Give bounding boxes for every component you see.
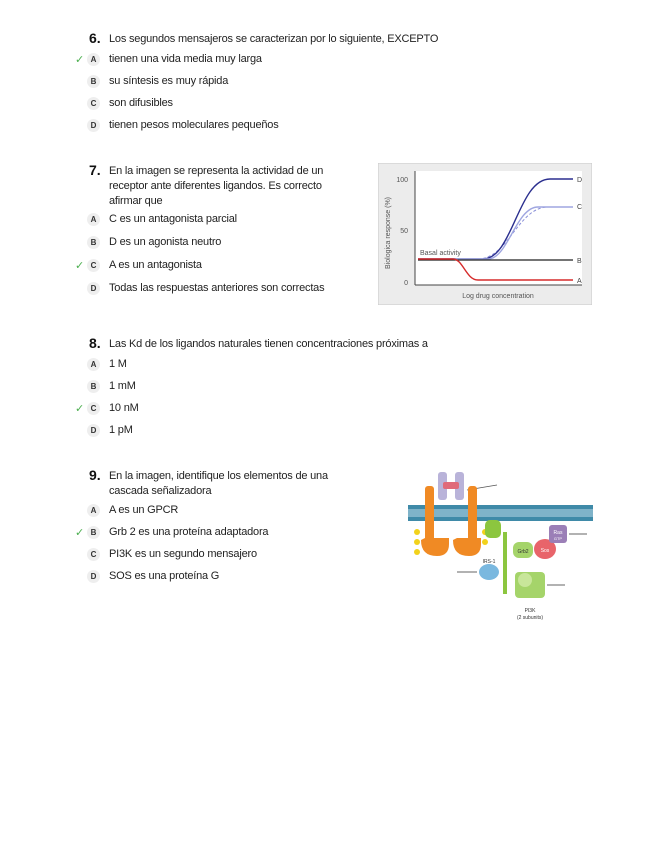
option-c[interactable]: [0, 401, 420, 417]
option-d[interactable]: [0, 281, 420, 297]
option-letter: C: [87, 548, 100, 561]
y-tick-label: 0: [404, 280, 408, 287]
option-letter: C: [87, 97, 100, 110]
membrane-inner: [408, 517, 593, 521]
check-icon: ✓: [75, 260, 85, 272]
y-axis-label: Biologica response (%): [385, 197, 392, 269]
option-letter: D: [87, 119, 100, 132]
dose-response-figure: [378, 163, 592, 305]
option-text: PI3K es un segundo mensajero: [109, 548, 257, 560]
option-text: Todas las respuestas anteriores son correctas: [109, 282, 325, 294]
phosphate-icon: [414, 549, 420, 555]
option-text: A es un GPCR: [109, 504, 179, 516]
option-text: tienen pesos moleculares pequeños: [109, 119, 279, 131]
question-text-line: En la imagen, identifique los elementos de una: [109, 470, 328, 482]
option-text: 1 pM: [109, 424, 133, 436]
question-text: Los segundos mensajeros se caracterizan por lo siguiente, EXCEPTO: [109, 33, 439, 45]
x-axis-label: Log drug concentration: [462, 293, 534, 300]
plot-area: [415, 171, 582, 285]
option-text: C es un antagonista parcial: [109, 213, 237, 225]
question-text-line: receptor ante diferentes ligandos. Es correcto: [109, 180, 322, 192]
check-icon: ✓: [75, 527, 85, 539]
option-letter: B: [87, 236, 100, 249]
irs1-label: IRS-1: [482, 559, 496, 565]
grb2-protein: [485, 520, 501, 538]
receptor-kinase: [453, 538, 481, 556]
receptor-kinase: [421, 538, 449, 556]
signaling-cascade-diagram: [405, 468, 595, 628]
option-text: SOS es una proteína G: [109, 570, 220, 582]
option-d[interactable]: [0, 569, 420, 585]
option-letter: A: [87, 53, 100, 66]
receptor-chain: [468, 486, 477, 544]
question-number: 8.: [89, 335, 101, 351]
option-c[interactable]: [0, 258, 420, 274]
curve-label-d: D: [577, 177, 583, 184]
option-text: Grb 2 es una proteína adaptadora: [109, 526, 269, 538]
question-text-line: En la imagen se representa la actividad de un: [109, 165, 324, 177]
curve-label-b: B: [577, 258, 582, 265]
sos-label: Sos: [540, 548, 550, 554]
option-letter: D: [87, 424, 100, 437]
pi3k-subunits-label: (2 subunits): [516, 615, 544, 621]
phosphate-icon: [482, 539, 488, 545]
question-text-line: cascada señalizadora: [109, 485, 212, 497]
option-a[interactable]: [0, 212, 420, 228]
option-letter: B: [87, 75, 100, 88]
phosphate-icon: [414, 539, 420, 545]
check-icon: ✓: [75, 54, 85, 66]
pi3k-label: PI3K: [524, 608, 536, 614]
option-a[interactable]: [0, 357, 420, 373]
check-icon: ✓: [75, 403, 85, 415]
option-c[interactable]: [0, 96, 420, 112]
question-text: Las Kd de los ligandos naturales tienen concentraciones próximas a: [109, 338, 428, 350]
curve-label-a: A: [577, 278, 582, 285]
option-d[interactable]: [0, 118, 420, 134]
option-b[interactable]: [0, 379, 420, 395]
option-text: 10 nM: [109, 402, 139, 414]
option-a[interactable]: [0, 503, 420, 519]
option-b[interactable]: [0, 525, 420, 541]
question-number: 7.: [89, 162, 101, 178]
irs1-protein: [479, 564, 499, 580]
y-tick-label: 50: [400, 228, 408, 235]
dose-response-graph: [378, 163, 592, 305]
irs-chain: [503, 532, 507, 594]
option-b[interactable]: [0, 235, 420, 251]
option-d[interactable]: [0, 423, 420, 439]
option-letter: D: [87, 282, 100, 295]
label-mask: [506, 249, 578, 257]
membrane-outer: [408, 505, 593, 509]
grb2-label: Grb2: [517, 549, 529, 555]
option-a[interactable]: [0, 52, 420, 68]
option-text: A es un antagonista: [109, 259, 202, 271]
option-letter: A: [87, 213, 100, 226]
option-letter: D: [87, 570, 100, 583]
membrane-core: [408, 509, 593, 517]
option-letter: B: [87, 526, 100, 539]
option-letter: C: [87, 402, 100, 415]
pi3k-subunit: [518, 573, 532, 587]
curve-label-c: C: [577, 204, 583, 211]
option-text: D es un agonista neutro: [109, 236, 222, 248]
option-text: son difusibles: [109, 97, 173, 109]
option-text: 1 mM: [109, 380, 136, 392]
question-number: 6.: [89, 30, 101, 46]
label-mask: [518, 269, 578, 277]
phosphate-icon: [414, 529, 420, 535]
option-letter: B: [87, 380, 100, 393]
option-text: 1 M: [109, 358, 127, 370]
option-c[interactable]: [0, 547, 420, 563]
option-letter: A: [87, 504, 100, 517]
signaling-cascade-figure: [405, 468, 595, 628]
option-text: tienen una vida media muy larga: [109, 53, 262, 65]
ras-label: Ras: [553, 530, 563, 536]
ras-gtp-label: GTP: [553, 536, 563, 541]
option-b[interactable]: [0, 74, 420, 90]
option-letter: C: [87, 259, 100, 272]
y-tick-label: 100: [396, 177, 408, 184]
question-text-line: afirmar que: [109, 195, 163, 207]
option-letter: A: [87, 358, 100, 371]
receptor-chain: [425, 486, 434, 544]
option-text: su síntesis es muy rápida: [109, 75, 229, 87]
question-number: 9.: [89, 467, 101, 483]
basal-activity-label: Basal activity: [420, 250, 461, 257]
insulin-ligand-core: [443, 482, 459, 489]
